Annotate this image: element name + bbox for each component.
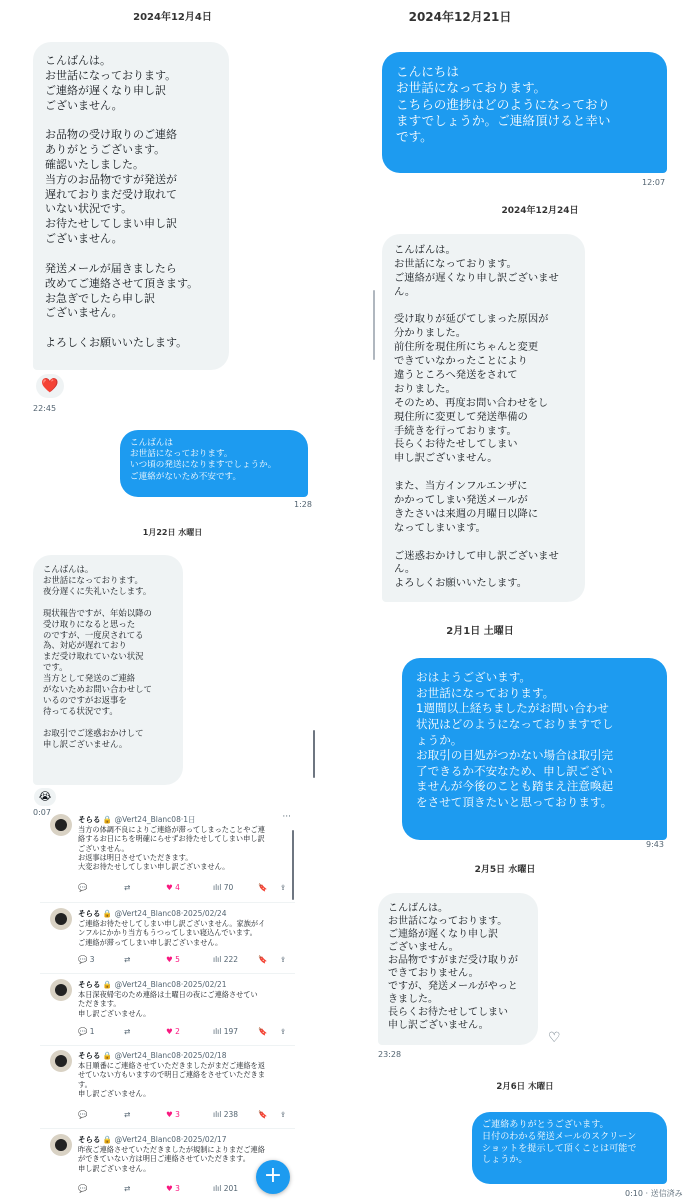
received-message[interactable]: こんばんは。 お世話になっております。 夜分遅くに失礼いたします。 現状報告ですが、年始以降の 受け取りになると思った のですが、一度戻されてる 為、対応が遅れており まだ受け取れていない状況 です。 当方として発送のご連絡 がないためお問い合わせして いるのですがお返事を 待ってる状況です。 お取引でご迷惑おかけして 申し訳ございません。 <box>33 555 183 785</box>
like-icon[interactable]: ♥ 5 <box>166 955 180 964</box>
date-separator: 1月22日 水曜日 <box>142 528 203 537</box>
views-icon[interactable]: ılıl 201 <box>213 1184 239 1193</box>
compose-button[interactable]: + <box>256 1160 290 1194</box>
divider <box>40 902 295 903</box>
share-icon[interactable]: ⇪ <box>280 1027 287 1036</box>
date-separator: 2月6日 木曜日 <box>496 1082 554 1092</box>
more-icon[interactable]: ··· <box>282 812 291 822</box>
tweet-header: そらる 🔒 @Vert24_Blanc08·2025/02/18 <box>78 1051 227 1060</box>
lock-icon: 🔒 <box>102 815 113 824</box>
scrollbar[interactable] <box>313 730 315 778</box>
tweet[interactable] <box>40 908 295 974</box>
divider <box>40 1128 295 1129</box>
like-icon[interactable]: ♥ 4 <box>166 883 180 892</box>
reply-icon[interactable]: 💬 <box>78 1184 88 1193</box>
sent-message[interactable]: おはようございます。 お世話になっております。 1週間以上経ちましたがお問い合わせ 状況はどのようになっておりますでし ょうか。 お取引の目処がつかない場合は取引完 了できるか不安なため、申し訳ござい ませんが今後のことも踏まえ注意喚起 をさせて頂きたいと思っております。 <box>402 658 667 840</box>
tweet-text: 本日順番にご連絡させていただきましたがまだご連絡を返 せていない方もいますので明日ご連絡をさせていただきま す。 申し訳ございません。 <box>78 1061 265 1099</box>
tweet[interactable] <box>40 814 295 899</box>
reply-icon[interactable]: 💬 <box>78 1110 88 1119</box>
date-separator: 2024年12月4日 <box>133 12 212 23</box>
message-timestamp: 1:28 <box>294 500 312 509</box>
tweet[interactable] <box>40 979 295 1045</box>
avatar[interactable] <box>50 979 72 1001</box>
tweet-header: そらる 🔒 @Vert24_Blanc08·2025/02/24 <box>78 909 227 918</box>
sent-message[interactable]: ご連絡ありがとうございます。 日付のわかる発送メールのスクリーン ショットを提示して頂くことは可能で しょうか。 <box>472 1112 667 1184</box>
repost-icon[interactable]: ⇄ <box>124 1110 131 1119</box>
share-icon[interactable]: ⇪ <box>280 955 287 964</box>
bookmark-icon[interactable]: 🔖 <box>258 883 268 892</box>
repost-icon[interactable]: ⇄ <box>124 1027 131 1036</box>
message-timestamp: 0:07 <box>33 808 51 817</box>
scrollbar[interactable] <box>292 830 294 900</box>
views-icon[interactable]: ılıl 197 <box>213 1027 239 1036</box>
received-message[interactable]: こんばんは。 お世話になっております。 ご連絡が遅くなり申し訳ございませ ん。 受け取りが延びてしまった原因が 分かりました。 前住所を現住所にちゃんと変更 できていなかったことにより 違うところへ発送をされて おりました。 そのため、再度お問い合わせをし 現住所に変更して発送準備の 手続きを行っております。 長らくお待たせしてしまい 申し訳ございません。 また、当方インフルエンザに かかってしまい発送メールが きたさいは来週の月曜日以降に なってしまいます。 ご迷惑おかけして申し訳ございませ ん。 よろしくお願いいたします。 <box>382 234 585 602</box>
repost-icon[interactable]: ⇄ <box>124 1184 131 1193</box>
date-separator: 2月1日 土曜日 <box>446 626 514 637</box>
bookmark-icon[interactable]: 🔖 <box>258 1110 268 1119</box>
views-icon[interactable]: ılıl 222 <box>213 955 239 964</box>
bookmark-icon[interactable]: 🔖 <box>258 955 268 964</box>
avatar[interactable] <box>50 1050 72 1072</box>
views-icon[interactable]: ılıl 70 <box>213 883 234 892</box>
reply-icon[interactable]: 💬 <box>78 883 88 892</box>
tweet-actions <box>78 1027 293 1039</box>
bookmark-icon[interactable]: 🔖 <box>258 1027 268 1036</box>
scrollbar[interactable] <box>373 290 375 360</box>
tweet[interactable] <box>40 1134 295 1200</box>
divider <box>40 1045 295 1046</box>
share-icon[interactable]: ⇪ <box>280 1110 287 1119</box>
message-status: 0:10 · 送信済み <box>625 1189 683 1198</box>
tweet-text: 当方の体調不良によりご連絡が滞ってしまったことやご連 絡するお日にちを明確にらせずお待たせしてしまい申し訳 ございません。 お返事は明日させていただきます。 大変お待たせしてしまい申し訳ございません。 <box>78 825 265 872</box>
tweet[interactable] <box>40 1050 295 1128</box>
date-separator: 2024年12月24日 <box>501 206 579 216</box>
tweet-actions <box>78 1110 293 1122</box>
message-timestamp: 12:07 <box>642 178 666 187</box>
reply-icon[interactable]: 💬 3 <box>78 955 95 964</box>
share-icon[interactable]: ⇪ <box>280 883 287 892</box>
views-icon[interactable]: ılıl 238 <box>213 1110 239 1119</box>
crying-reaction-icon[interactable]: 😭 <box>34 788 56 806</box>
divider <box>40 973 295 974</box>
like-icon[interactable]: ♥ 3 <box>166 1184 180 1193</box>
heart-reaction-icon[interactable]: ❤️ <box>36 374 64 398</box>
lock-icon: 🔒 <box>102 1051 113 1060</box>
left-screenshot <box>0 0 345 1200</box>
message-timestamp: 22:45 <box>33 404 57 413</box>
sent-message[interactable]: こんばんは お世話になっております。 いつ頃の発送になりますでしょうか。 ご連絡がないため不安です。 <box>120 430 308 497</box>
message-timestamp: 23:28 <box>378 1050 402 1059</box>
tweet-header: そらる 🔒 @Vert24_Blanc08·1日 <box>78 815 196 824</box>
right-screenshot <box>345 0 700 1200</box>
sent-message[interactable]: こんにちは お世話になっております。 こちらの進捗はどのようになっており ますでしょうか。ご連絡頂けると幸い です。 <box>382 52 667 173</box>
avatar[interactable] <box>50 908 72 930</box>
tweet-text: ご連絡お待たせしてしまい申し訳ございません。家族がイ ンフルにかかり当方もうつってしまい寝込んでいます。 ご連絡が滞ってしまい申し訳ございません。 <box>78 919 266 947</box>
like-icon[interactable]: ♥ 2 <box>166 1027 180 1036</box>
add-reaction-icon[interactable]: ♡ <box>548 1030 561 1046</box>
tweet-header: そらる 🔒 @Vert24_Blanc08·2025/02/21 <box>78 980 227 989</box>
received-message[interactable]: こんばんは。 お世話になっております。 ご連絡が遅くなり申し訳 ございません。 お品物の受け取りのご連絡 ありがとうございます。 確認いたしました。 当方のお品物ですが発送が 遅れておりまだ受け取れて いない状況です。 お待たせしてしまい申し訳 ございません。 発送メールが届きましたら 改めてご連絡させて頂きます。 お急ぎでしたら申し訳 ございません。 よろしくお願いいたします。 <box>33 42 229 370</box>
tweet-header: そらる 🔒 @Vert24_Blanc08·2025/02/17 <box>78 1135 227 1144</box>
tweet-text: 本日深夜帰宅のため連絡は土曜日の夜にご連絡させてい ただきます。 申し訳ございません。 <box>78 990 258 1018</box>
avatar[interactable] <box>50 814 72 836</box>
lock-icon: 🔒 <box>102 980 113 989</box>
message-timestamp: 9:43 <box>646 840 664 849</box>
date-separator: 2024年12月21日 <box>408 10 512 24</box>
tweet-actions <box>78 955 293 967</box>
repost-icon[interactable]: ⇄ <box>124 955 131 964</box>
like-icon[interactable]: ♥ 3 <box>166 1110 180 1119</box>
tweet-text: 昨夜ご連絡させていただきましたが規制によりまだご連絡 ができていない方は明日ご連絡させていただきます。 申し訳ございません。 <box>78 1145 265 1173</box>
tweet-actions <box>78 883 293 895</box>
date-separator: 2月5日 水曜日 <box>474 865 536 875</box>
received-message[interactable]: こんばんは。 お世話になっております。 ご連絡が遅くなり申し訳 ございません。 お品物ですがまだ受け取りが できておりません。 ですが、発送メールがやっと きました。 長らくお待たせしてしまい 申し訳ございません。 <box>378 893 538 1045</box>
reply-icon[interactable]: 💬 1 <box>78 1027 95 1036</box>
avatar[interactable] <box>50 1134 72 1156</box>
lock-icon: 🔒 <box>102 909 113 918</box>
lock-icon: 🔒 <box>102 1135 113 1144</box>
repost-icon[interactable]: ⇄ <box>124 883 131 892</box>
